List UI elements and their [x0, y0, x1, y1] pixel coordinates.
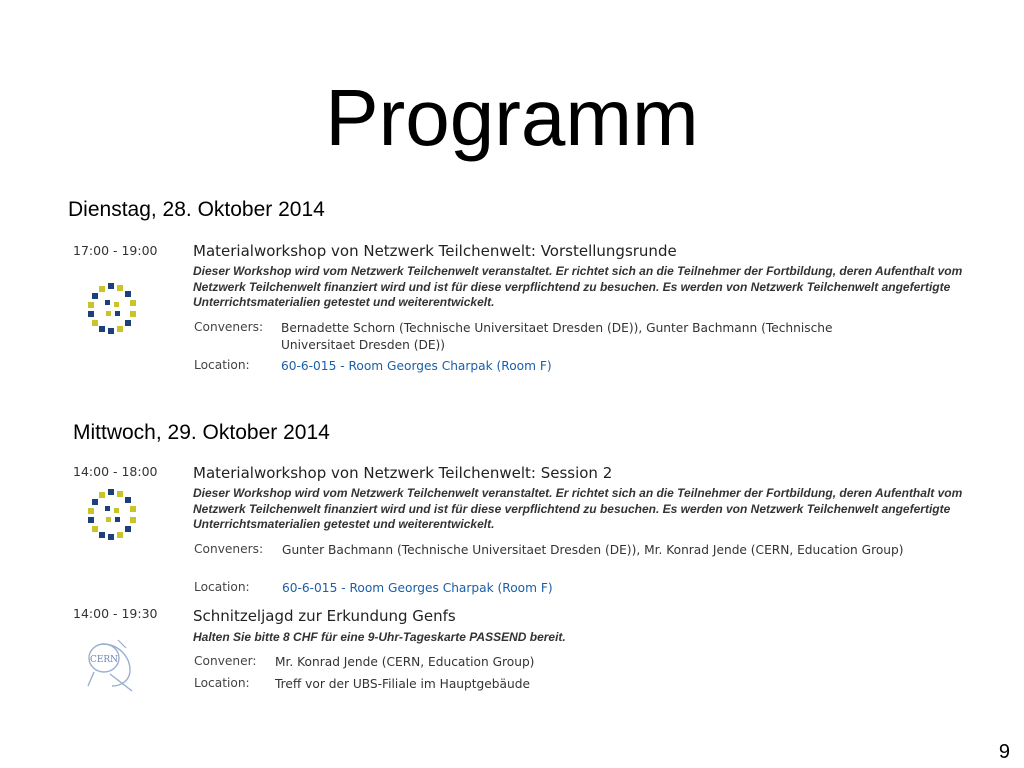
conveners-value: Bernadette Schorn (Technische Universitaet Dresden (DE)), Gunter Bachmann (Technische Universitaet Dresden (DE)) — [281, 321, 833, 352]
event-time: 14:00 - 18:00 — [73, 464, 158, 479]
cern-logo-text: CERN — [89, 655, 119, 665]
event-description: Dieser Workshop wird vom Netzwerk Teilchenwelt veranstaltet. Er richtet sich an die Teilnehmer der Fortbildung, deren Aufenthalt vom Netzwerk Teilchenwelt finanziert wird und ist für diese verpflichtend zu besuchen. Es werden von Netzwerk Teilchenwelt angefertigte Unterrichtsmaterialien getestet und weiterentwickelt. — [193, 264, 963, 309]
location-label: Location: — [194, 580, 250, 594]
convener-value: Mr. Konrad Jende (CERN, Education Group) — [275, 655, 535, 669]
cern-logo-icon — [80, 636, 140, 692]
location-label: Location: — [194, 358, 250, 372]
logo-squares — [88, 489, 136, 540]
convener-label: Convener: — [194, 654, 257, 668]
event-title[interactable]: Materialworkshop von Netzwerk Teilchenwelt: Session 2 — [193, 464, 613, 482]
conveners-label: Conveners: — [194, 542, 264, 556]
conveners-value: Gunter Bachmann (Technische Universitaet Dresden (DE)), Mr. Konrad Jende (CERN, Education Group) — [282, 543, 904, 557]
location-link[interactable]: 60-6-015 - Room Georges Charpak (Room F) — [281, 359, 552, 373]
netzwerk-teilchenwelt-logo-icon — [84, 486, 140, 542]
event-title[interactable]: Materialworkshop von Netzwerk Teilchenwelt: Vorstellungsrunde — [193, 242, 677, 260]
location-value: Treff vor der UBS-Filiale im Hauptgebäude — [275, 677, 530, 691]
netzwerk-teilchenwelt-logo-icon — [84, 280, 140, 336]
event-description: Halten Sie bitte 8 CHF für eine 9-Uhr-Tageskarte PASSEND bereit. — [193, 630, 566, 644]
event-time: 14:00 - 19:30 — [73, 606, 158, 621]
event-time: 17:00 - 19:00 — [73, 243, 158, 258]
conveners-label: Conveners: — [194, 320, 264, 334]
slide-title: Programm — [325, 73, 699, 162]
event-description: Dieser Workshop wird vom Netzwerk Teilchenwelt veranstaltet. Er richtet sich an die Teilnehmer der Fortbildung, deren Aufenthalt vom Netzwerk Teilchenwelt finanziert wird und ist für diese verpflichtend zu besuchen. Es werden von Netzwerk Teilchenwelt angefertigte Unterrichtsmaterialien getestet und weiterentwickelt. — [193, 486, 963, 531]
logo-squares — [88, 283, 136, 334]
location-label: Location: — [194, 676, 250, 690]
page-number: 9 — [998, 741, 1010, 763]
day-heading-wednesday: Mittwoch, 29. Oktober 2014 — [73, 421, 330, 444]
event-title[interactable]: Schnitzeljagd zur Erkundung Genfs — [193, 607, 456, 625]
location-link[interactable]: 60-6-015 - Room Georges Charpak (Room F) — [282, 581, 553, 595]
day-heading-tuesday: Dienstag, 28. Oktober 2014 — [68, 198, 325, 221]
